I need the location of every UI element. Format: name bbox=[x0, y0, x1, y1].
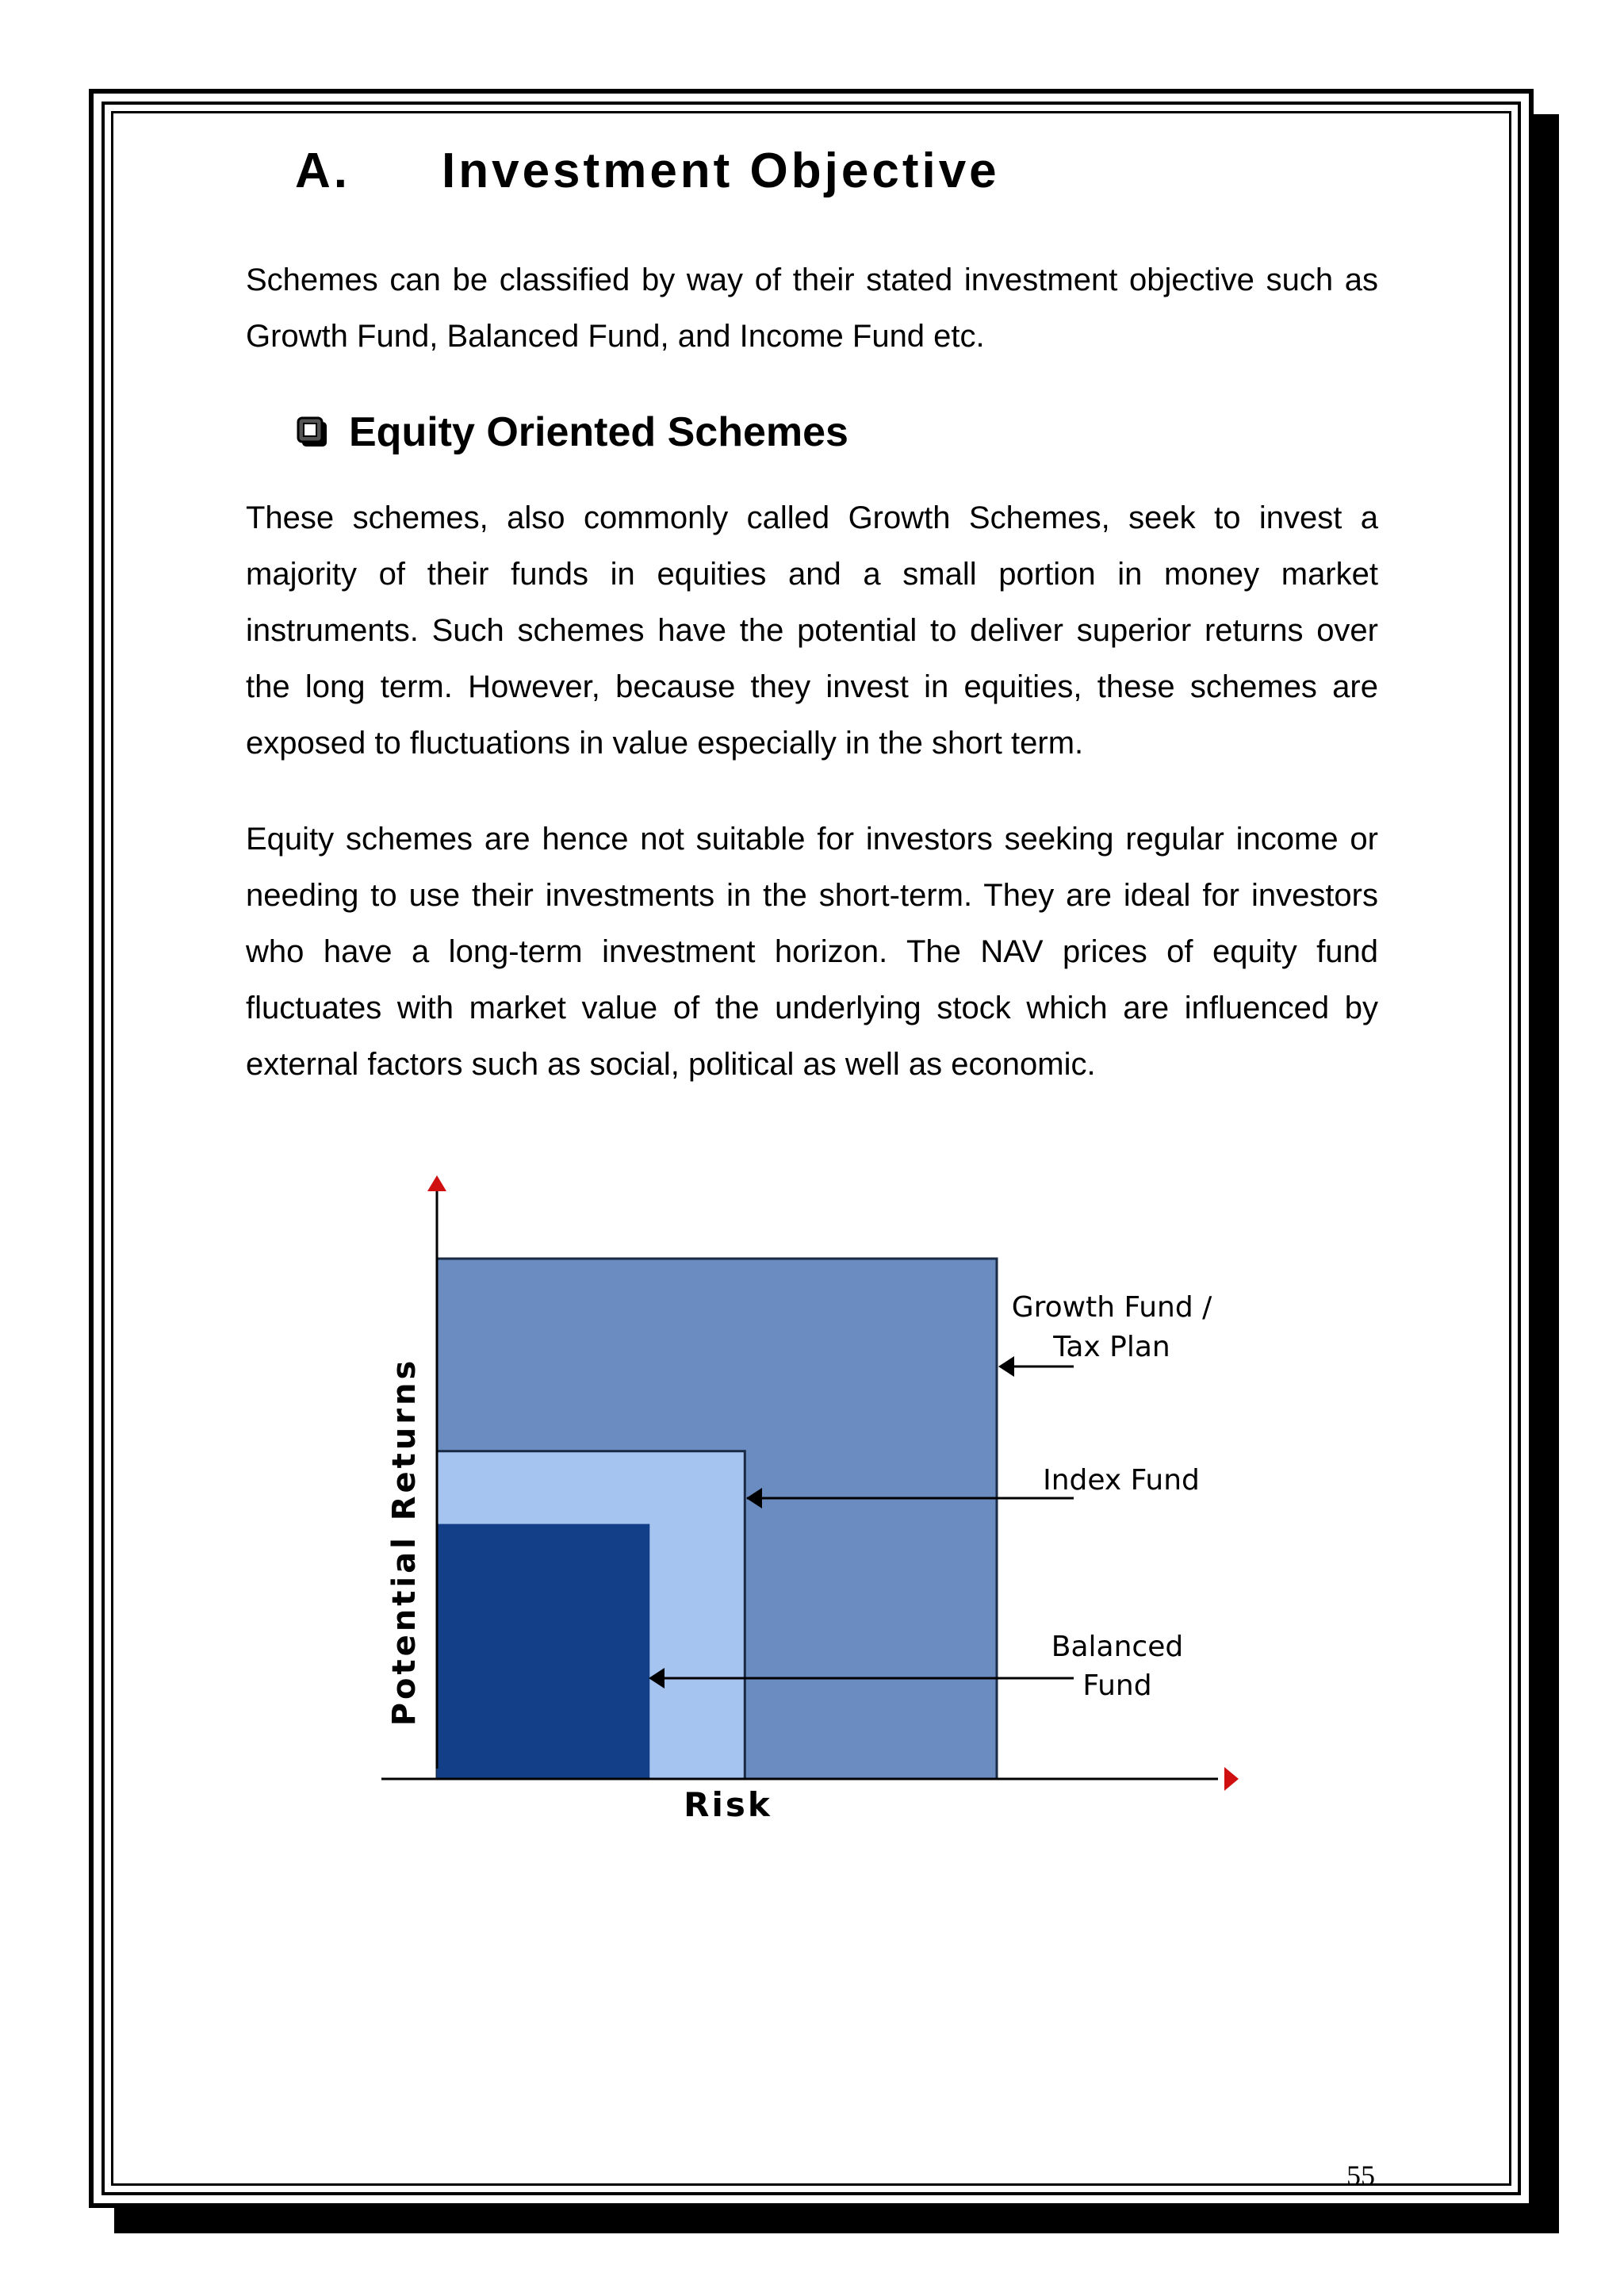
intro-paragraph: Schemes can be classified by way of their stated investment objective such as Growth Fund, Balanced Fund, and Income Fund etc. bbox=[246, 263, 1378, 354]
subsection-heading bbox=[297, 408, 848, 456]
fund-label-growth-line1: Growth Fund / bbox=[1011, 1291, 1212, 1324]
equity-paragraph-1: These schemes, also commonly called Growth Schemes, seek to invest a majority of their funds in equities and a small portion in money market instruments. Such schemes have the potential to deliver superior returns over the long term. However, because they invest in equities, these schemes are exposed to fluctuations in value especially in the short term. bbox=[246, 500, 1378, 761]
fund-label-growth bbox=[1012, 1291, 1212, 1363]
risk-return-diagram bbox=[377, 1166, 1250, 1832]
section-title bbox=[295, 143, 1000, 199]
y-axis-label: Potential Returns bbox=[386, 1357, 423, 1727]
y-axis-arrow bbox=[427, 1175, 446, 1191]
page-frame bbox=[89, 89, 1534, 2208]
page-number: 55 bbox=[1346, 2160, 1375, 2191]
fund-label-balanced bbox=[1051, 1631, 1183, 1702]
box-balanced-fund bbox=[437, 1524, 649, 1779]
equity-paragraph-2: Equity schemes are hence not suitable for investors seeking regular income or needing to use their investments in the short-term. They are ideal for investors who have a long-term investment horizon. The NAV prices of equity fund fluctuates with market value of the underlying stock which are influenced by external factors such as social, political as well as economic. bbox=[246, 822, 1378, 1082]
section-title-text: Investment Objective bbox=[442, 144, 1000, 198]
x-axis-arrow bbox=[1224, 1767, 1239, 1791]
arrow-growth-head bbox=[998, 1356, 1014, 1377]
square-bullet-icon bbox=[297, 416, 328, 448]
fund-label-growth-line2: Tax Plan bbox=[1053, 1331, 1170, 1363]
fund-label-balanced-line1: Balanced bbox=[1051, 1631, 1184, 1663]
section-letter: A. bbox=[295, 144, 350, 198]
x-axis-label: Risk bbox=[684, 1785, 772, 1824]
subsection-title: Equity Oriented Schemes bbox=[349, 409, 848, 455]
fund-label-index: Index Fund bbox=[1043, 1464, 1200, 1497]
fund-label-balanced-line2: Fund bbox=[1082, 1669, 1152, 1702]
